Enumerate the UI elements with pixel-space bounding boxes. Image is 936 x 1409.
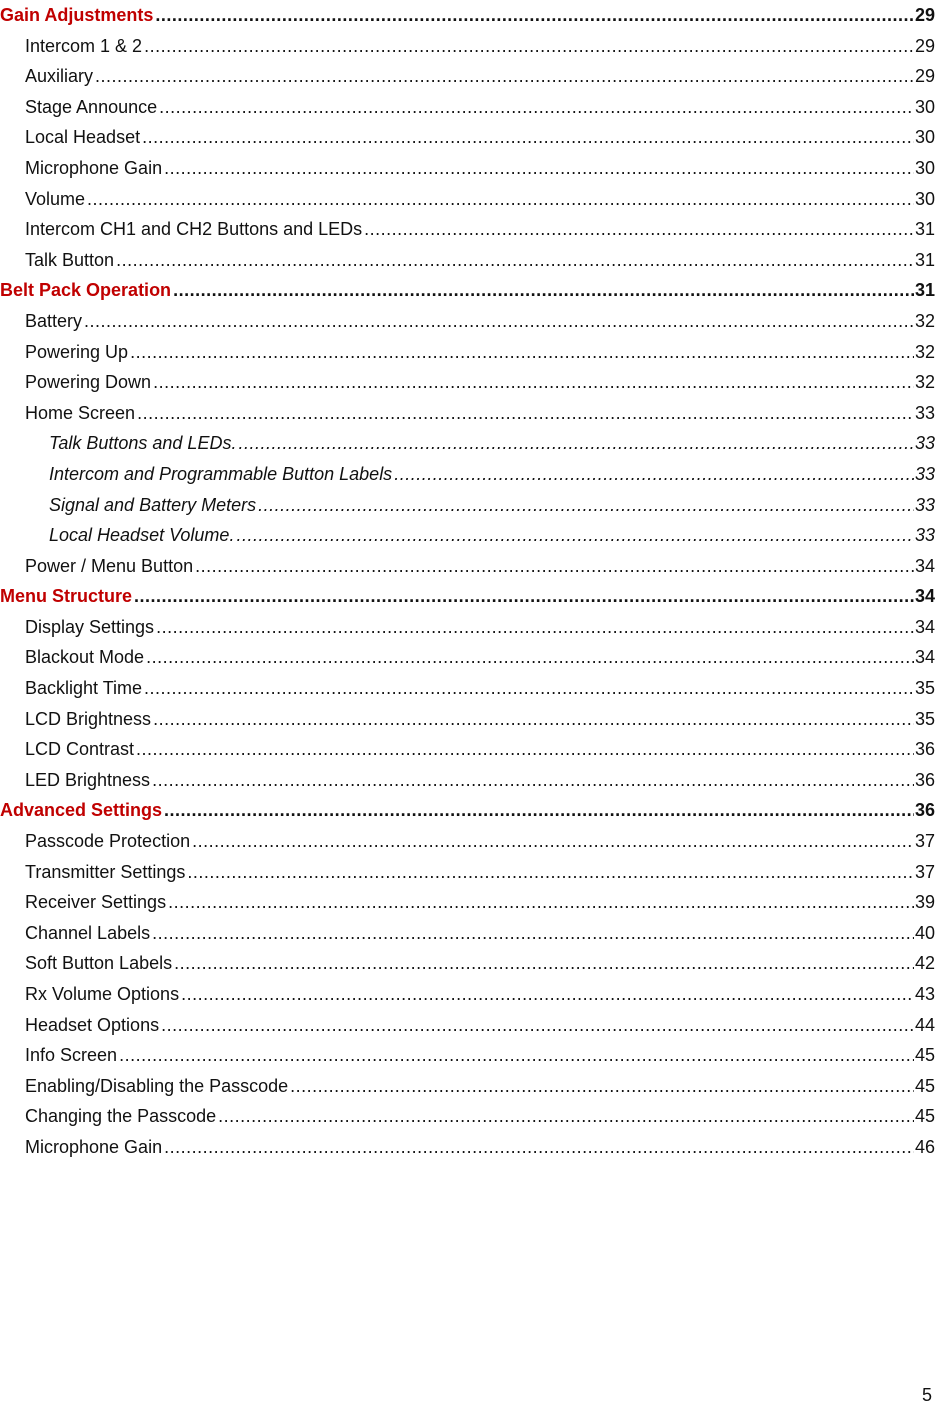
toc-entry[interactable]: [0, 398, 936, 429]
dot-leader: [136, 734, 914, 765]
toc-entry-page: 46: [914, 1136, 935, 1157]
toc-subsubentry[interactable]: [0, 428, 936, 459]
toc-entry-title: Microphone Gain: [25, 1136, 163, 1157]
dot-leader: [119, 1040, 914, 1071]
toc-entry-page: 36: [914, 769, 935, 790]
dot-leader: [168, 887, 914, 918]
dot-leader: [152, 765, 914, 796]
toc-entry[interactable]: [0, 306, 936, 337]
dot-leader: [134, 581, 914, 612]
dot-leader: [195, 551, 914, 582]
dot-leader: [290, 1071, 914, 1102]
toc-entry-page: 33: [914, 494, 935, 515]
toc-entry-page: 44: [914, 1014, 935, 1035]
toc-entry-page: 39: [914, 892, 935, 913]
dot-leader: [130, 337, 914, 368]
toc-section-heading[interactable]: [0, 581, 936, 612]
toc-entry-page: 33: [914, 402, 935, 423]
toc-entry-title: Info Screen: [25, 1045, 118, 1066]
dot-leader: [144, 31, 914, 62]
toc-entry-page: 42: [914, 953, 935, 974]
toc-entry[interactable]: [0, 1071, 936, 1102]
toc-entry-title: Microphone Gain: [25, 157, 163, 178]
toc-entry[interactable]: [0, 857, 936, 888]
toc-entry-page: 30: [914, 127, 935, 148]
dot-leader: [164, 153, 914, 184]
toc-entry[interactable]: [0, 1040, 936, 1071]
toc-entry[interactable]: [0, 673, 936, 704]
toc-entry-title: Menu Structure: [0, 586, 133, 607]
toc-entry-page: 45: [914, 1106, 935, 1127]
toc-entry-title: Rx Volume Options: [25, 984, 180, 1004]
dot-leader: [164, 1132, 914, 1163]
toc-entry-page: 37: [914, 861, 935, 882]
toc-entry-title: Channel Labels: [25, 922, 151, 943]
dot-leader: [144, 673, 914, 704]
toc-entry-page: 33: [914, 525, 935, 546]
toc-subsubentry[interactable]: [0, 520, 936, 551]
toc-entry[interactable]: [0, 1101, 936, 1132]
toc-entry[interactable]: [0, 153, 936, 184]
dot-leader: [152, 918, 914, 949]
toc-entry-title: Home Screen: [25, 402, 136, 423]
toc-entry[interactable]: [0, 979, 936, 1010]
dot-leader: [218, 1101, 914, 1132]
toc-entry[interactable]: [0, 184, 936, 215]
toc-entry-page: 45: [914, 1045, 935, 1066]
toc-entry[interactable]: [0, 887, 936, 918]
toc-entry-title: Backlight Time: [25, 678, 143, 699]
dot-leader: [187, 857, 914, 888]
toc-entry[interactable]: [0, 92, 936, 123]
toc-entry[interactable]: [0, 948, 936, 979]
toc-entry-page: 31: [914, 280, 935, 301]
dot-leader: [164, 795, 914, 826]
toc-entry-page: 35: [914, 678, 935, 699]
toc-entry[interactable]: [0, 31, 936, 62]
toc-entry-page: 34: [914, 555, 935, 576]
toc-entry-page: 30: [914, 96, 935, 117]
dot-leader: [236, 520, 914, 551]
toc-subsubentry[interactable]: [0, 490, 936, 521]
toc-entry-page: 40: [914, 922, 935, 943]
toc-entry-page: 31: [914, 249, 935, 270]
dot-leader: [137, 398, 914, 429]
toc-entry-page: 32: [914, 310, 935, 331]
toc-entry-title: Belt Pack Operation: [0, 280, 172, 301]
toc-entry[interactable]: [0, 826, 936, 857]
dot-leader: [258, 490, 914, 521]
toc-entry[interactable]: [0, 1010, 936, 1041]
dot-leader: [95, 61, 914, 92]
toc-entry-title: Display Settings: [25, 616, 155, 637]
toc-entry-page: 34: [914, 586, 935, 607]
toc-entry-title: Gain Adjustments: [0, 5, 154, 25]
toc-entry-page: 33: [914, 433, 935, 454]
toc-entry-title: Enabling/Disabling the Passcode: [25, 1075, 289, 1096]
dot-leader: [153, 367, 914, 398]
toc-entry-title: Local Headset: [25, 127, 141, 148]
toc-entry-title: Transmitter Settings: [25, 861, 186, 882]
dot-leader: [155, 0, 914, 31]
toc-entry-page: 32: [914, 372, 935, 393]
toc-entry-title: Stage Announce: [25, 96, 158, 117]
toc-entry[interactable]: [0, 734, 936, 765]
toc-entry-page: 45: [914, 1075, 935, 1096]
toc-entry-page: 37: [914, 831, 935, 852]
toc-entry[interactable]: [0, 245, 936, 276]
toc-entry-title: Local Headset Volume.: [49, 525, 235, 546]
toc-entry-page: 29: [914, 66, 935, 87]
toc-entry[interactable]: [0, 61, 936, 92]
dot-leader: [84, 306, 914, 337]
toc-section-heading[interactable]: [0, 0, 936, 31]
toc-entry[interactable]: [0, 612, 936, 643]
dot-leader: [87, 184, 914, 215]
toc-entry-title: Intercom 1 & 2: [25, 35, 143, 56]
toc-entry[interactable]: [0, 704, 936, 735]
toc-entry-title: Advanced Settings: [0, 800, 163, 821]
toc-entry-page: 36: [914, 739, 935, 760]
dot-leader: [146, 642, 914, 673]
toc-entry[interactable]: [0, 765, 936, 796]
dot-leader: [153, 704, 914, 735]
toc-entry[interactable]: [0, 337, 936, 368]
dot-leader: [156, 612, 914, 643]
dot-leader: [238, 428, 914, 459]
dot-leader: [142, 122, 914, 153]
toc-entry-title: Talk Buttons and LEDs.: [49, 433, 237, 454]
toc-entry-page: 32: [914, 341, 935, 362]
dot-leader: [116, 245, 914, 276]
dot-leader: [394, 459, 914, 490]
toc-entry[interactable]: [0, 551, 936, 582]
toc-entry-title: Intercom CH1 and CH2 Buttons and LEDs: [25, 219, 363, 240]
page-number: 5: [921, 1385, 932, 1405]
toc-entry-title: Blackout Mode: [25, 647, 145, 668]
toc-entry[interactable]: [0, 122, 936, 153]
toc-entry-page: 33: [914, 463, 935, 484]
toc-entry-page: 34: [914, 647, 935, 668]
toc-section-heading[interactable]: [0, 275, 936, 306]
toc-entry[interactable]: [0, 367, 936, 398]
toc-entry-page: 31: [914, 219, 935, 240]
toc-entry-title: Volume: [25, 188, 86, 209]
toc-entry-page: 30: [914, 188, 935, 209]
toc-entry[interactable]: [0, 918, 936, 949]
toc-entry-title: Battery: [25, 310, 83, 331]
dot-leader: [161, 1010, 914, 1041]
dot-leader: [192, 826, 914, 857]
toc-entry-title: Powering Down: [25, 372, 152, 393]
toc-entry[interactable]: [0, 214, 936, 245]
dot-leader: [174, 948, 914, 979]
toc-entry-title: LCD Contrast: [25, 739, 135, 760]
toc-entry-page: 30: [914, 157, 935, 178]
toc-entry[interactable]: [0, 1132, 936, 1163]
dot-leader: [173, 275, 914, 306]
toc-entry-title: Passcode Protection: [25, 831, 191, 852]
toc-entry-page: 34: [914, 616, 935, 637]
toc-entry-title: Receiver Settings: [25, 892, 167, 913]
toc-entry-title: Auxiliary: [25, 66, 94, 87]
toc-subsubentry[interactable]: [0, 459, 936, 490]
toc-entry-title: Power / Menu Button: [25, 555, 194, 576]
toc-entry-page: 35: [914, 708, 935, 729]
toc-entry-title: Soft Button Labels: [25, 953, 173, 974]
toc-entry-title: Talk Button: [25, 249, 115, 270]
toc-entry-page: 36: [914, 800, 935, 821]
toc-entry-title: LCD Brightness: [25, 708, 152, 729]
dot-leader: [364, 214, 914, 245]
toc-entry-title: Changing the Passcode: [25, 1106, 217, 1127]
toc-entry[interactable]: [0, 642, 936, 673]
toc-entry-title: Headset Options: [25, 1014, 160, 1035]
dot-leader: [181, 979, 914, 1010]
toc-entry-title: Powering Up: [25, 341, 129, 362]
toc-section-heading[interactable]: [0, 795, 936, 826]
toc-entry-title: Intercom and Programmable Button Labels: [49, 463, 393, 484]
toc-entry-title: LED Brightness: [25, 769, 151, 790]
toc-entry-title: Signal and Battery Meters: [49, 494, 257, 515]
dot-leader: [159, 92, 914, 123]
toc-entry-page: 29: [914, 35, 935, 56]
toc-entry-page: 29: [914, 5, 935, 25]
toc-entry-page: 43: [914, 984, 935, 1004]
